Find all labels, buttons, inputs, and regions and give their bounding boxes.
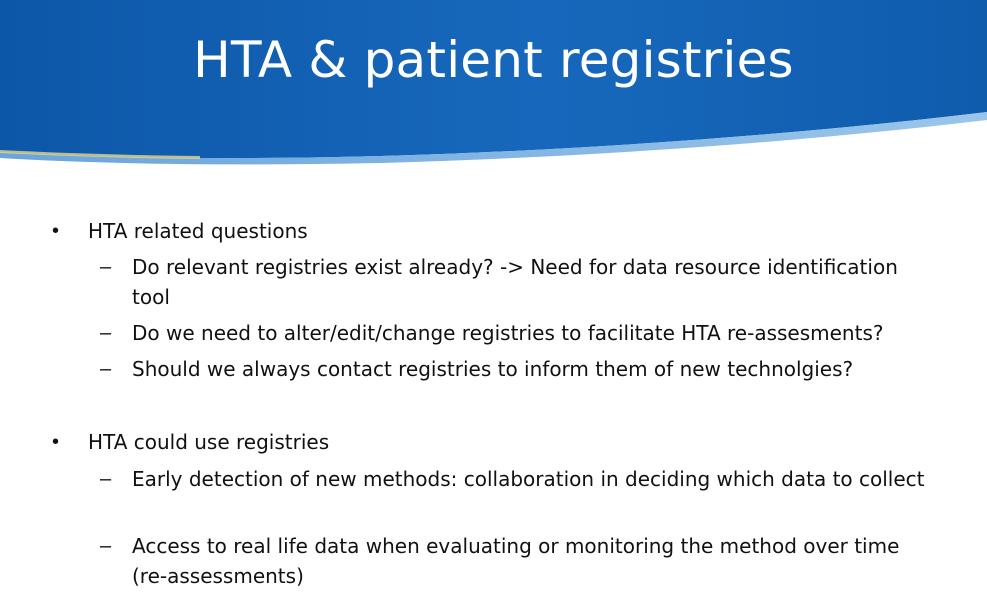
dash-icon: –: [100, 322, 112, 344]
dash-icon: –: [100, 358, 112, 380]
list-item: Should we always contact registries to inform them of new technolgies?: [132, 357, 854, 381]
bullet-icon: •: [52, 431, 60, 453]
list-item: Do we need to alter/edit/change registries to facilitate HTA re-assesments?: [132, 321, 884, 345]
list-item: Early detection of new methods: collaboration in deciding which data to collect: [132, 467, 925, 491]
list-item: Access to real life data when evaluating or monitoring the method over time (re-assessments): [132, 534, 900, 588]
dash-icon: –: [100, 535, 112, 557]
bullet-icon: •: [52, 220, 60, 242]
dash-icon: –: [100, 256, 112, 278]
slide-title: HTA & patient registries: [193, 31, 794, 89]
section-heading: HTA could use registries: [88, 430, 330, 454]
list-item: Do relevant registries exist already? -> Need for data resource identification tool: [132, 255, 898, 309]
dash-icon: –: [100, 468, 112, 490]
section-heading: HTA related questions: [88, 219, 308, 243]
